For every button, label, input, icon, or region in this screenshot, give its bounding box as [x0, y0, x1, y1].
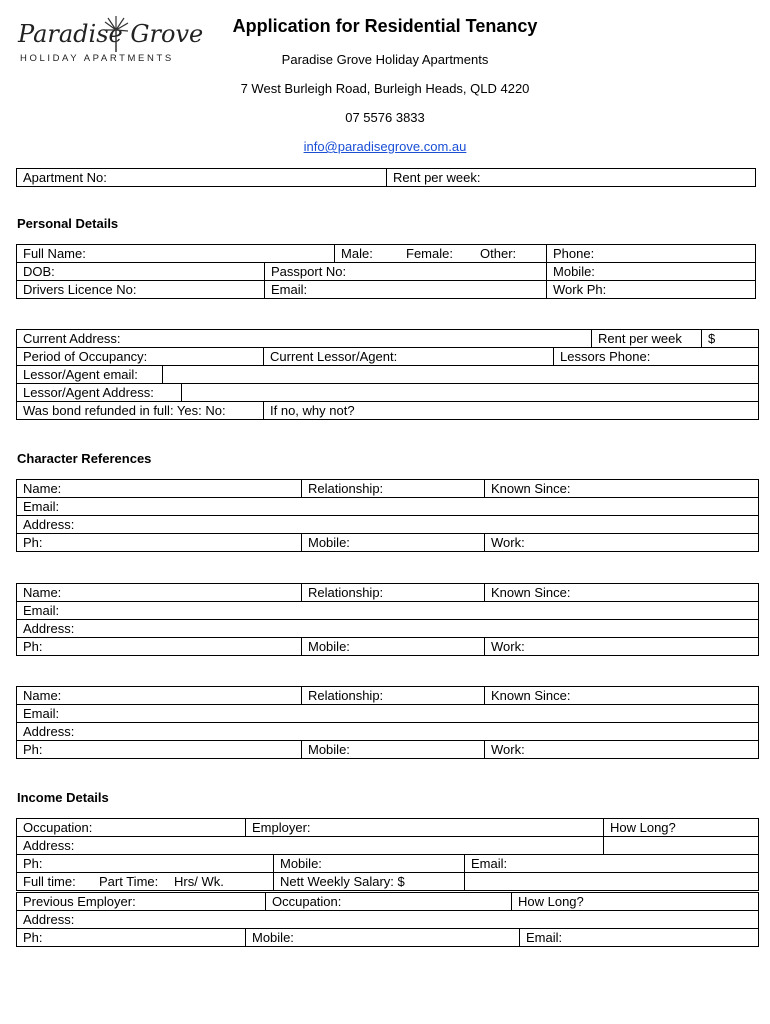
ref1-mobile-field[interactable]: Mobile: [302, 534, 485, 552]
ref3-name-field[interactable]: Name: [17, 687, 302, 705]
ref3-phone-field[interactable]: Ph: [17, 741, 302, 759]
email-field[interactable]: Email: [265, 281, 547, 299]
lessor-address-label: Lessor/Agent Address: [17, 384, 182, 402]
rent-per-week-label: Rent per week [592, 330, 702, 348]
ref2-address-field[interactable]: Address: [17, 620, 759, 638]
current-address-field[interactable]: Current Address: [17, 330, 592, 348]
occupation-field[interactable]: Occupation: [17, 819, 246, 837]
passport-field[interactable]: Passport No: [265, 263, 547, 281]
ref2-name-field[interactable]: Name: [17, 584, 302, 602]
salary-extra-field[interactable] [465, 873, 759, 891]
hrs-wk-label: Hrs/ Wk. [174, 874, 224, 889]
business-name: Paradise Grove Holiday Apartments [281, 52, 489, 67]
ref2-email-field[interactable]: Email: [17, 602, 759, 620]
ref3-work-field[interactable]: Work: [485, 741, 759, 759]
ref1-email-field[interactable]: Email: [17, 498, 759, 516]
ref1-known-since-field[interactable]: Known Since: [485, 480, 759, 498]
employer-field[interactable]: Employer: [246, 819, 604, 837]
business-phone: 07 5576 3833 [345, 110, 425, 125]
ref3-relationship-field[interactable]: Relationship: [302, 687, 485, 705]
female-label: Female: [406, 246, 453, 261]
ref3-known-since-field[interactable]: Known Since: [485, 687, 759, 705]
employer-phone-field[interactable]: Ph: [17, 855, 274, 873]
previous-mobile-field[interactable]: Mobile: [246, 929, 520, 947]
apartment-no-field[interactable]: Apartment No: [17, 169, 387, 187]
business-address: 7 West Burleigh Road, Burleigh Heads, QLD 4220 [240, 81, 530, 96]
work-phone-field[interactable]: Work Ph: [547, 281, 756, 299]
ref2-mobile-field[interactable]: Mobile: [302, 638, 485, 656]
lessor-email-label: Lessor/Agent email: [17, 366, 163, 384]
personal-details-table [16, 244, 756, 299]
how-long-field[interactable]: How Long? [604, 819, 759, 837]
logo-wordmark: Paradise Grove [18, 20, 204, 48]
full-name-field[interactable]: Full Name: [17, 245, 335, 263]
ref1-relationship-field[interactable]: Relationship: [302, 480, 485, 498]
mobile-field[interactable]: Mobile: [547, 263, 756, 281]
ref1-address-field[interactable]: Address: [17, 516, 759, 534]
ref3-email-field[interactable]: Email: [17, 705, 759, 723]
previous-employer-field[interactable]: Previous Employer: [17, 893, 266, 911]
logo-tagline: HOLIDAY APARTMENTS [20, 53, 174, 64]
ref2-known-since-field[interactable]: Known Since: [485, 584, 759, 602]
rent-per-week-field[interactable]: Rent per week: [387, 169, 756, 187]
lessors-phone-field[interactable]: Lessors Phone: [554, 348, 759, 366]
gender-field[interactable] [335, 245, 547, 263]
ref3-address-field[interactable]: Address: [17, 723, 759, 741]
part-time-label: Part Time: [99, 874, 159, 889]
lessor-email-field[interactable] [163, 366, 759, 384]
previous-occupation-field[interactable]: Occupation: [266, 893, 512, 911]
ref1-phone-field[interactable]: Ph: [17, 534, 302, 552]
income-previous-table [16, 892, 759, 947]
previous-email-field[interactable]: Email: [520, 929, 759, 947]
ref2-phone-field[interactable]: Ph: [17, 638, 302, 656]
reference-2-table [16, 583, 759, 656]
employer-address-field[interactable]: Address: [17, 837, 604, 855]
ref3-mobile-field[interactable]: Mobile: [302, 741, 485, 759]
previous-phone-field[interactable]: Ph: [17, 929, 246, 947]
ref1-name-field[interactable]: Name: [17, 480, 302, 498]
ref1-work-field[interactable]: Work: [485, 534, 759, 552]
character-references-heading: Character References [17, 451, 152, 466]
form-title: Application for Residential Tenancy [232, 16, 538, 36]
male-label: Male: [341, 246, 373, 261]
ref2-work-field[interactable]: Work: [485, 638, 759, 656]
employer-email-field[interactable]: Email: [465, 855, 759, 873]
ref2-relationship-field[interactable]: Relationship: [302, 584, 485, 602]
personal-details-heading: Personal Details [17, 216, 119, 231]
period-of-occupancy-field[interactable]: Period of Occupancy: [17, 348, 264, 366]
address-extra-field[interactable] [604, 837, 759, 855]
reference-1-table [16, 479, 759, 552]
bond-refunded-field[interactable]: Was bond refunded in full: Yes: No: [17, 402, 264, 420]
previous-how-long-field[interactable]: How Long? [512, 893, 759, 911]
income-details-heading: Income Details [17, 790, 109, 805]
reference-3-table [16, 686, 759, 759]
other-label: Other: [480, 246, 517, 261]
employer-mobile-field[interactable]: Mobile: [274, 855, 465, 873]
current-lessor-field[interactable]: Current Lessor/Agent: [264, 348, 554, 366]
income-current-table [16, 818, 759, 891]
work-hours-field[interactable] [17, 873, 274, 891]
lessor-address-field[interactable] [182, 384, 759, 402]
previous-address-field[interactable]: Address: [17, 911, 759, 929]
rent-amount-field[interactable]: $ [702, 330, 759, 348]
licence-field[interactable]: Drivers Licence No: [17, 281, 265, 299]
business-email-link[interactable]: info@paradisegrove.com.au [303, 139, 467, 154]
address-table [16, 329, 759, 420]
nett-salary-field[interactable]: Nett Weekly Salary: $ [274, 873, 465, 891]
dob-field[interactable]: DOB: [17, 263, 265, 281]
phone-field[interactable]: Phone: [547, 245, 756, 263]
full-time-label: Full time: [23, 874, 76, 889]
apartment-table [16, 168, 756, 187]
bond-reason-field[interactable]: If no, why not? [264, 402, 759, 420]
